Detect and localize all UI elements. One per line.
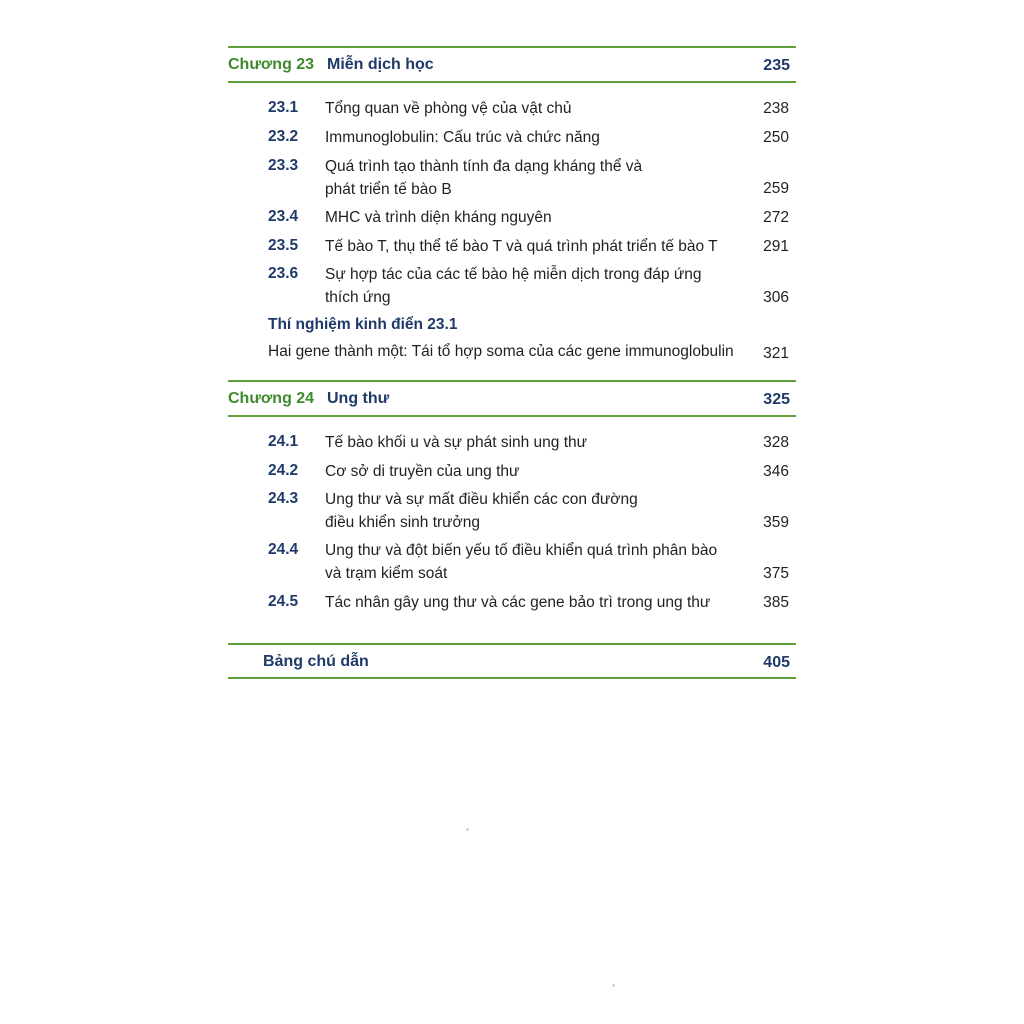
chapter-24-bottom-rule bbox=[228, 415, 796, 417]
section-title-line-2: và trạm kiểm soát bbox=[325, 565, 448, 582]
section-title-line-1: Ung thư và sự mất điều khiển các con đường bbox=[325, 491, 638, 508]
index-bottom-rule bbox=[228, 677, 796, 679]
section-page: 306 bbox=[763, 289, 789, 306]
section-number: 24.5 bbox=[268, 593, 299, 610]
scan-speck bbox=[466, 828, 469, 831]
section-page: 385 bbox=[763, 594, 789, 611]
section-page: 250 bbox=[763, 129, 789, 146]
section-title-line-1: Sự hợp tác của các tế bào hệ miễn dịch trong đáp ứng bbox=[325, 266, 702, 283]
section-number: 24.3 bbox=[268, 490, 299, 507]
section-page: 359 bbox=[763, 514, 789, 531]
section-title: Tác nhân gây ung thư và các gene bảo trì trong ung thư bbox=[325, 594, 711, 611]
experiment-text: Hai gene thành một: Tái tổ hợp soma của các gene immunoglobulin bbox=[268, 343, 734, 360]
chapter-23-top-rule bbox=[228, 46, 796, 48]
section-title-line-2: phát triển tế bào B bbox=[325, 181, 452, 198]
section-number: 24.4 bbox=[268, 541, 299, 558]
section-page: 238 bbox=[763, 100, 789, 117]
chapter-23-label: Chương 23 bbox=[228, 56, 315, 73]
section-title-line-2: điều khiển sinh trưởng bbox=[325, 514, 480, 531]
section-page: 291 bbox=[763, 238, 789, 255]
chapter-24-label: Chương 24 bbox=[228, 390, 315, 407]
section-page: 272 bbox=[763, 209, 789, 226]
section-number: 23.1 bbox=[268, 99, 299, 116]
chapter-24-title: Ung thư bbox=[327, 390, 390, 407]
index-page: 405 bbox=[763, 654, 790, 671]
section-title: Cơ sở di truyền của ung thư bbox=[325, 463, 520, 480]
section-page: 259 bbox=[763, 180, 789, 197]
section-number: 23.6 bbox=[268, 265, 299, 282]
scan-speck bbox=[612, 984, 615, 987]
chapter-24-page: 325 bbox=[763, 391, 790, 408]
section-title-line-2: thích ứng bbox=[325, 289, 391, 306]
section-title: Tổng quan về phòng vệ của vật chủ bbox=[325, 100, 572, 117]
experiment-title: Thí nghiệm kinh điển 23.1 bbox=[268, 316, 458, 333]
section-page: 328 bbox=[763, 434, 789, 451]
section-title: Immunoglobulin: Cấu trúc và chức năng bbox=[325, 129, 600, 146]
chapter-23-page: 235 bbox=[763, 57, 790, 74]
chapter-24-top-rule bbox=[228, 380, 796, 382]
section-title: Tế bào khối u và sự phát sinh ung thư bbox=[325, 434, 588, 451]
index-top-rule bbox=[228, 643, 796, 645]
section-title-line-1: Ung thư và đột biến yếu tố điều khiển quá trình phân bào bbox=[325, 542, 718, 559]
section-page: 346 bbox=[763, 463, 789, 480]
chapter-23-bottom-rule bbox=[228, 81, 796, 83]
section-number: 23.4 bbox=[268, 208, 299, 225]
section-number: 24.1 bbox=[268, 433, 299, 450]
index-title: Bảng chú dẫn bbox=[263, 653, 369, 670]
experiment-page: 321 bbox=[763, 345, 789, 362]
section-title: Tế bào T, thụ thể tế bào T và quá trình phát triển tế bào T bbox=[325, 238, 718, 255]
section-number: 23.5 bbox=[268, 237, 299, 254]
chapter-23-title: Miễn dịch học bbox=[327, 56, 434, 73]
section-number: 23.3 bbox=[268, 157, 299, 174]
section-page: 375 bbox=[763, 565, 789, 582]
section-number: 23.2 bbox=[268, 128, 299, 145]
section-number: 24.2 bbox=[268, 462, 299, 479]
section-title: MHC và trình diện kháng nguyên bbox=[325, 209, 552, 226]
section-title-line-1: Quá trình tạo thành tính đa dạng kháng thể và bbox=[325, 158, 643, 175]
